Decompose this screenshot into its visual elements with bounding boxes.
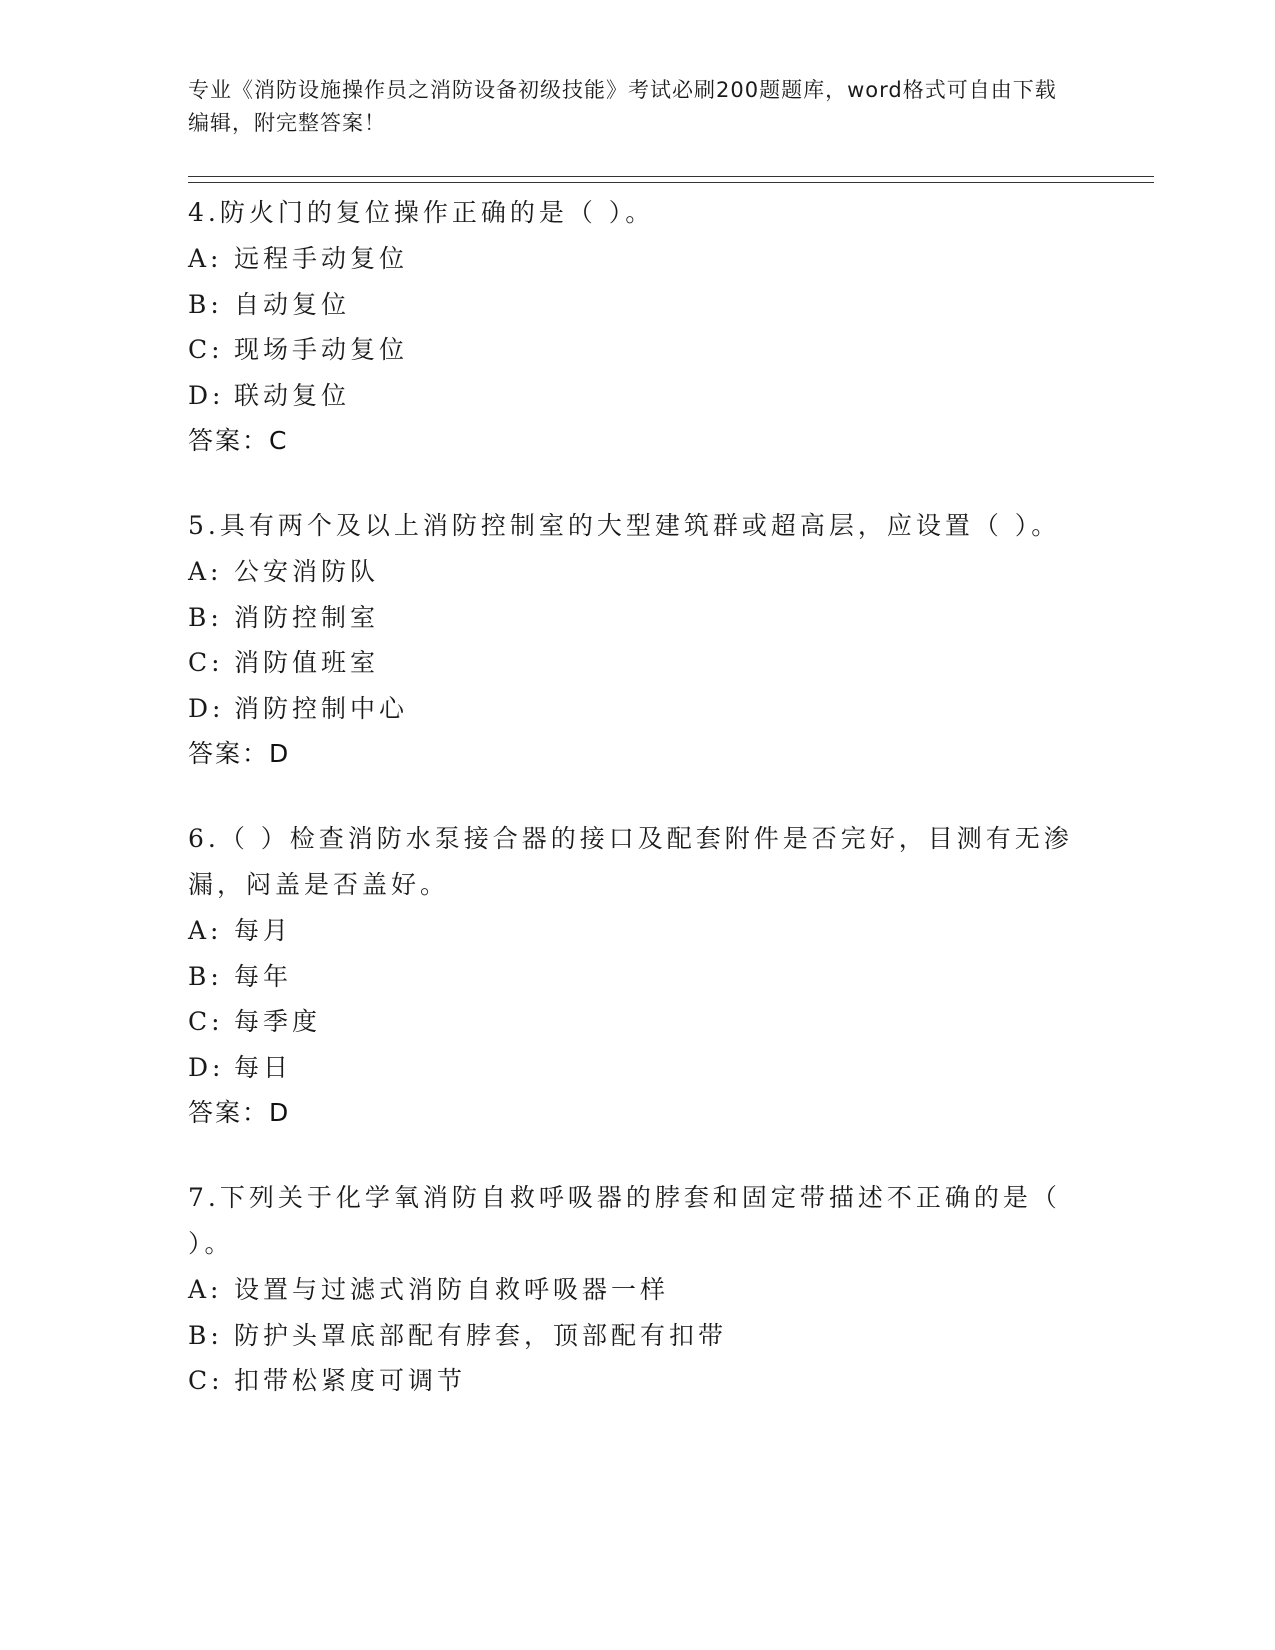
option-letter: D: [188,1052,225,1082]
option-letter: B: [188,961,223,991]
question-5 [188,503,1088,776]
option-letter: A: [188,916,223,945]
option-text: 联动复位 [234,380,351,410]
option-c [188,640,1088,686]
option-d [188,1045,1088,1091]
option-a [188,1267,1088,1313]
question-7 [188,1175,1088,1404]
question-stem: 4.防火门的复位操作正确的是（ ）。 [188,198,655,227]
option-text: 消防控制室 [234,602,380,632]
option-b [188,954,1088,1000]
answer-line: 答案：C [188,426,289,455]
option-letter: B: [188,1320,223,1350]
option-letter: A: [188,244,223,273]
option-letter: C: [188,1007,224,1036]
option-text: 每月 [234,916,293,945]
answer-line: 答案：D [188,1098,291,1127]
option-text: 扣带松紧度可调节 [234,1366,467,1395]
option-text: 公安消防队 [234,557,380,586]
header-divider-top [188,176,1154,177]
option-a [188,908,1088,954]
option-text: 消防控制中心 [234,693,409,723]
option-c [188,327,1088,373]
option-b [188,595,1088,641]
question-stem: 6.（ ）检查消防水泵接合器的接口及配套附件是否完好，目测有无渗漏，闷盖是否盖好。 [188,824,1073,899]
option-c [188,1358,1088,1404]
option-text: 远程手动复位 [234,244,409,273]
option-letter: A: [188,557,223,586]
option-b [188,282,1088,328]
option-letter: C: [188,1366,224,1395]
option-text: 每季度 [234,1007,322,1036]
option-text: 每日 [234,1052,293,1082]
option-letter: A: [188,1275,223,1304]
option-text: 防护头罩底部配有脖套，顶部配有扣带 [234,1320,728,1350]
option-letter: C: [188,335,224,364]
option-letter: C: [188,648,224,677]
option-a [188,236,1088,282]
option-text: 自动复位 [234,289,351,319]
answer-line: 答案：D [188,739,291,768]
option-letter: B: [188,602,223,632]
option-text: 每年 [234,961,293,991]
option-letter: B: [188,289,223,319]
option-text: 消防值班室 [234,648,380,677]
document-header: 专业《消防设施操作员之消防设备初级技能》考试必刷200题题库，word格式可自由下载编辑，附完整答案！ [188,78,1057,135]
option-text: 现场手动复位 [234,335,409,364]
question-stem: 7.下列关于化学氧消防自救呼吸器的脖套和固定带描述不正确的是（ ）。 [188,1183,1061,1258]
question-list [188,190,1088,1444]
option-d [188,373,1088,419]
option-letter: D: [188,380,225,410]
option-c [188,999,1088,1045]
option-d [188,686,1088,732]
question-4 [188,190,1088,463]
question-stem: 5.具有两个及以上消防控制室的大型建筑群或超高层，应设置（ ）。 [188,511,1061,540]
option-b [188,1313,1088,1359]
question-6 [188,816,1088,1135]
option-text: 设置与过滤式消防自救呼吸器一样 [234,1275,670,1304]
header-divider-bottom [188,182,1154,183]
option-letter: D: [188,693,225,723]
option-a [188,549,1088,595]
